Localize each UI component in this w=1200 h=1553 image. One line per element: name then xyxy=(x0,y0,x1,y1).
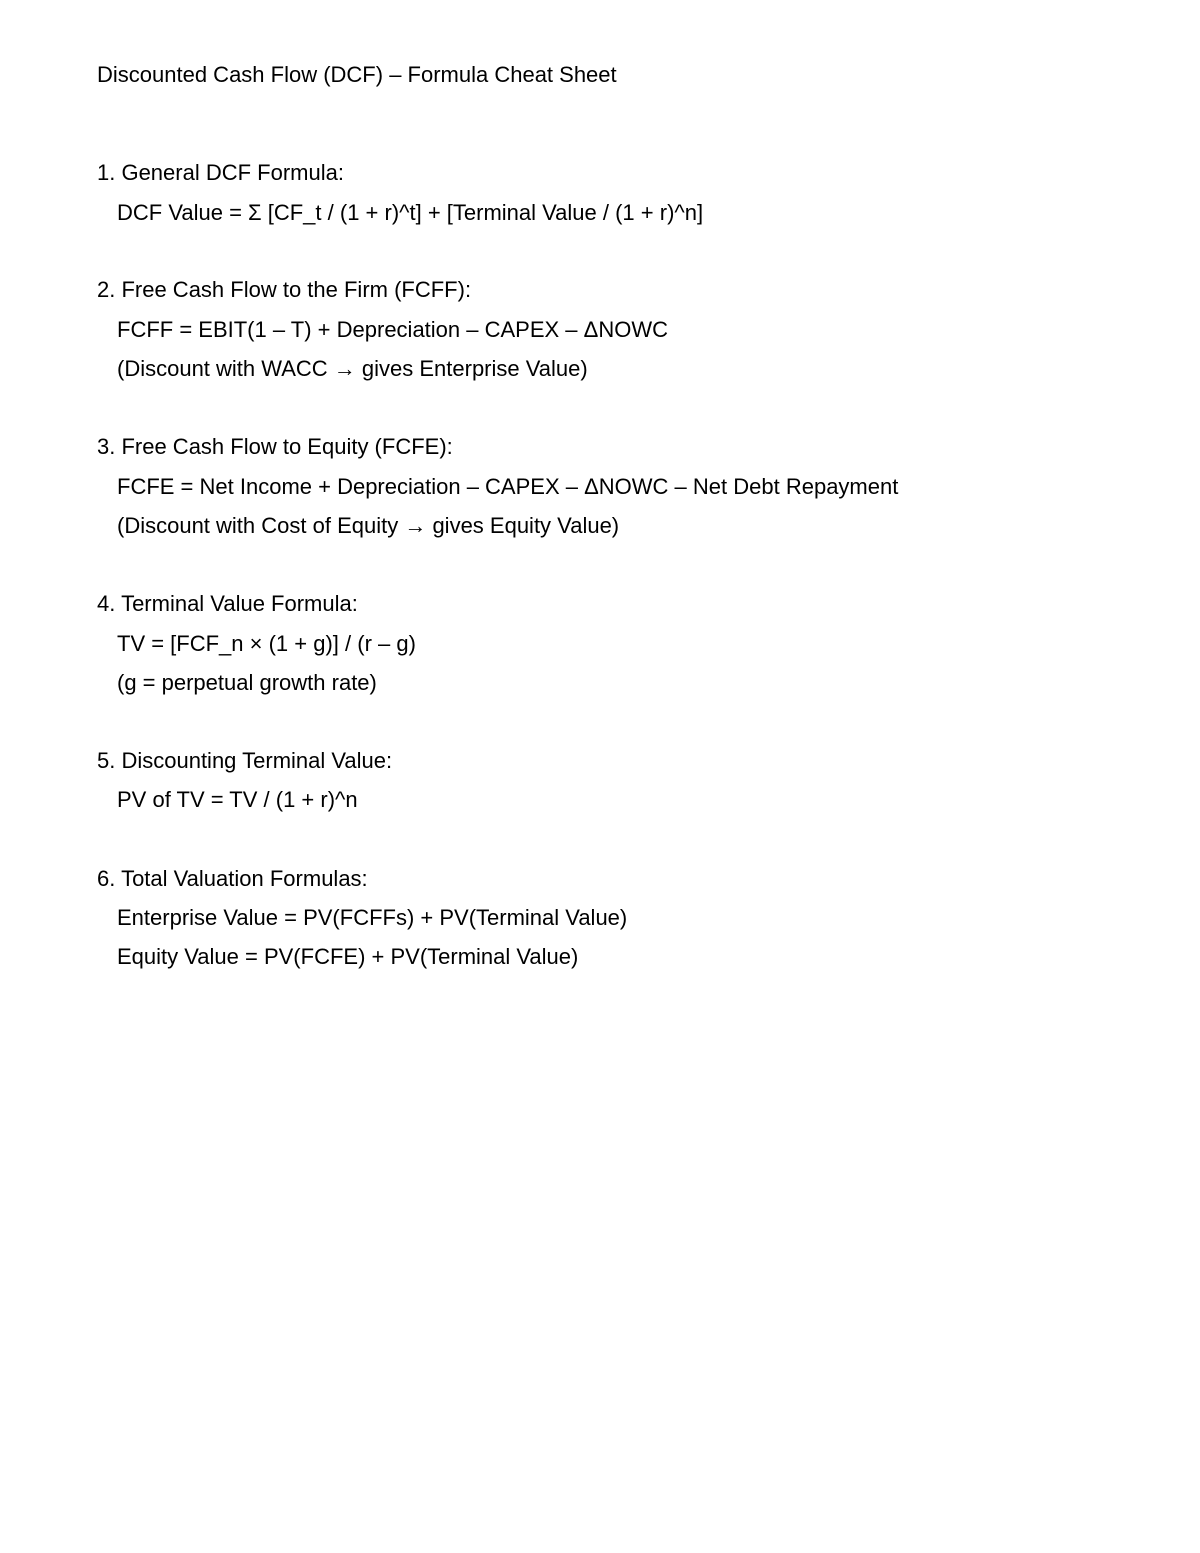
section-6-formula-equity: Equity Value = PV(FCFE) + PV(Terminal Value) xyxy=(117,944,579,969)
section-5-heading: 5. Discounting Terminal Value: xyxy=(97,748,393,773)
section-2-note: (Discount with WACC → gives Enterprise Value) xyxy=(117,356,588,381)
section-4-note: (g = perpetual growth rate) xyxy=(117,670,377,695)
section-3-note: (Discount with Cost of Equity → gives Equity Value) xyxy=(117,513,620,538)
section-2-formula: FCFF = EBIT(1 – T) + Depreciation – CAPEX – ΔNOWC xyxy=(117,317,668,342)
section-4-formula: TV = [FCF_n × (1 + g)] / (r – g) xyxy=(117,631,416,656)
section-6-formula-enterprise: Enterprise Value = PV(FCFFs) + PV(Terminal Value) xyxy=(117,905,628,930)
section-2-heading: 2. Free Cash Flow to the Firm (FCFF): xyxy=(97,277,472,302)
section-3-heading: 3. Free Cash Flow to Equity (FCFE): xyxy=(97,434,453,459)
section-3-formula: FCFE = Net Income + Depreciation – CAPEX – ΔNOWC – Net Debt Repayment xyxy=(117,474,899,499)
section-4-heading: 4. Terminal Value Formula: xyxy=(97,591,358,616)
section-5-formula: PV of TV = TV / (1 + r)^n xyxy=(117,787,358,812)
section-1-heading: 1. General DCF Formula: xyxy=(97,160,344,185)
section-1-formula: DCF Value = Σ [CF_t / (1 + r)^t] + [Terminal Value / (1 + r)^n] xyxy=(117,200,704,225)
document-title: Discounted Cash Flow (DCF) – Formula Cheat Sheet xyxy=(97,62,617,87)
section-6-heading: 6. Total Valuation Formulas: xyxy=(97,866,368,891)
